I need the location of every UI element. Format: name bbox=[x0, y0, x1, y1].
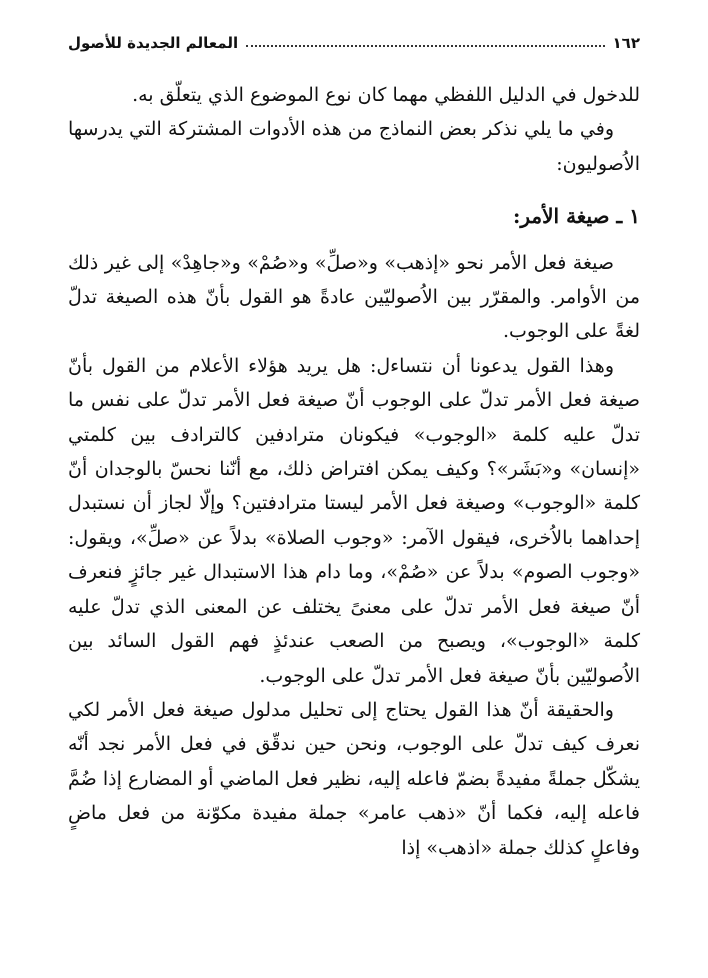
paragraph-3: والحقيقة أنّ هذا القول يحتاج إلى تحليل مدلول صيغة فعل الأمر لكي نعرف كيف تدلّ على الوجوب، ونحن حين ندقّق في فعل الأمر نجد أنّه يشكّل جملةً مفيدةً بضمّ فاعله إليه، نظير فعل الماضي أو المضارع إذا ضُمَّ فاعله إليه، فكما أنّ «ذهب عامر» جملة مفيدة مكوّنة من فعل ماضٍ وفاعلٍ كذلك جملة «اذهب» إذا bbox=[68, 698, 640, 859]
intro-line: للدخول في الدليل اللفظي مهما كان نوع الموضوع الذي يتعلّق به. bbox=[132, 84, 640, 106]
page-number: ١٦٢ bbox=[612, 34, 640, 52]
paragraph-1: صيغة فعل الأمر نحو «إذهب» و«صلِّ» و«صُمْ» و«جاهِدْ» إلى غير ذلك من الأوامر. والمقرّر بين الاُصوليّين عادةً هو القول بأنّ هذه الصيغة تدلّ لغةً على الوجوب. bbox=[68, 251, 640, 343]
section-heading: ١ ـ صيغة الأمر: bbox=[513, 204, 640, 229]
header-dotted-leader bbox=[246, 45, 604, 47]
intro-paragraph: وفي ما يلي نذكر بعض النماذج من هذه الأدوات المشتركة التي يدرسها الاُصوليون: bbox=[68, 118, 640, 175]
book-title: المعالم الجديدة للأصول bbox=[68, 34, 239, 52]
paragraph-2: وهذا القول يدعونا أن نتساءل: هل يريد هؤلاء الأعلام من القول بأنّ صيغة فعل الأمر تدلّ على الوجوب أنّ صيغة فعل الأمر تدلّ على نفس ما تدلّ عليه كلمة «الوجوب» فيكونان مترادفين كالترادف بين كلمتي «إنسان» و«بَشَر»؟ وكيف يمكن افتراض ذلك، مع أنّنا نحسّ بالوجدان أنّ كلمة «الوجوب» وصيغة فعل الأمر ليستا مترادفتين؟ وإلّا لجاز أن نستبدل إحداهما بالاُخرى، فيقول الآمر: «وجوب الصلاة» بدلاً عن «صلِّ»، ويقول: «وجوب الصوم» بدلاً عن «صُمْ»، وما دام هذا الاستبدال غير جائزٍ فنعرف أنّ صيغة فعل الأمر تدلّ على معنىً يختلف عن المعنى الذي تدلّ عليه كلمة «الوجوب»، ويصبح من الصعب عندئذٍ فهم القول السائد بين الاُصوليّين بأنّ صيغة فعل الأمر تدلّ على الوجوب. bbox=[68, 354, 640, 687]
page-body bbox=[68, 78, 640, 865]
page-header bbox=[68, 30, 640, 56]
